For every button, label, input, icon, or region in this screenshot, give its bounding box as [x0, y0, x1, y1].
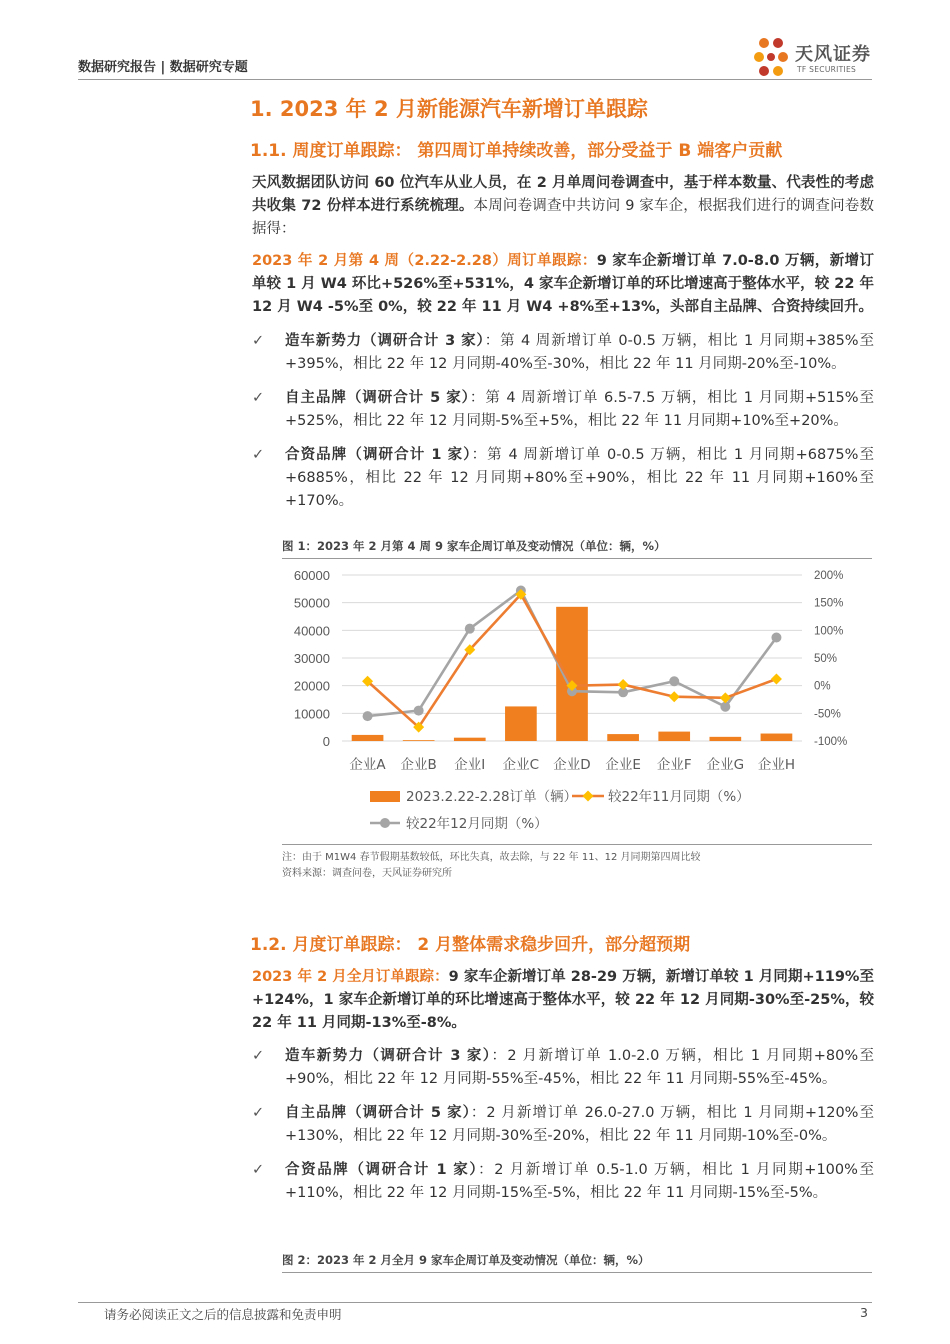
y-right-tick-label: 200% — [814, 570, 844, 582]
bar-企业G — [709, 737, 741, 741]
x-tick-label: 企业G — [706, 757, 745, 773]
x-tick-label: 企业B — [400, 757, 437, 773]
bullet-head: 合资品牌（调研合计 1 家） — [285, 447, 472, 463]
figure-1-source: 资料来源：调查问卷，天风证券研究所 — [282, 868, 452, 879]
y-axis-right — [814, 570, 847, 748]
check-icon: ✓ — [252, 1105, 265, 1121]
x-tick-label: 企业A — [349, 757, 386, 773]
x-tick-label: 企业I — [454, 757, 486, 773]
y-left-tick-label: 20000 — [293, 678, 330, 694]
bullet-text: ：第 4 周新增订单 0-0.5 万辆，相比 1 月同期+6875%至+6885%，相比 22 年 12 月同期+80%至+90%，相比 22 年 11 月同期+160%至+170%。 — [285, 447, 874, 509]
dec-series-point — [414, 706, 424, 716]
header-divider — [78, 79, 872, 80]
bar-企业C — [505, 706, 537, 741]
logo-text: 天风证券 — [795, 44, 871, 65]
legend-dec-label: 较22年12月同期（%） — [406, 816, 548, 832]
x-axis — [349, 757, 795, 773]
bar-企业F — [658, 732, 690, 741]
monthly-summary-paragraph — [252, 966, 874, 1035]
y-right-tick-label: 50% — [814, 653, 838, 665]
bar-企业E — [607, 734, 639, 741]
legend-nov-marker — [583, 791, 594, 802]
bullet-head: 造车新势力（调研合计 3 家） — [285, 333, 485, 349]
intro-paragraph — [252, 172, 874, 241]
intro-rest: 本周问卷调查中共访问 9 家车企，根据我们进行的调查问卷数据得： — [252, 198, 874, 237]
nov-series-point — [771, 674, 782, 685]
chart-legend — [370, 788, 750, 832]
bullet-head: 自主品牌（调研合计 5 家） — [285, 1105, 471, 1121]
y-left-tick-label: 10000 — [293, 706, 330, 722]
bar-企业B — [403, 740, 435, 741]
y-left-tick-label: 0 — [322, 734, 330, 749]
header-report-type: 数据研究报告 | 数据研究专题 — [78, 60, 248, 75]
bullet-head: 造车新势力（调研合计 3 家） — [285, 1048, 492, 1064]
y-right-tick-label: 100% — [814, 625, 844, 638]
y-right-tick-label: -50% — [814, 708, 841, 721]
legend-dec-marker — [380, 818, 390, 828]
legend-bar-label: 2023.2.22-2.28订单（辆） — [406, 789, 578, 805]
figure-2-top-rule — [282, 1272, 872, 1273]
x-tick-label: 企业C — [502, 757, 540, 773]
figure-1-top-rule — [282, 558, 872, 559]
dec-series-point — [669, 676, 679, 686]
bar-企业D — [556, 607, 588, 741]
x-tick-label: 企业D — [553, 757, 591, 773]
y-left-tick-label: 60000 — [293, 568, 330, 583]
nov-series-point — [669, 691, 680, 702]
check-icon: ✓ — [252, 1048, 265, 1064]
bullet-text: ：第 4 周新增订单 0-0.5 万辆，相比 1 月同期+385%至+395%，相比 22 年 12 月同期-40%至-30%，相比 22 年 11 月同期-20%至-10%。 — [285, 333, 874, 372]
check-icon: ✓ — [252, 1162, 265, 1178]
chart-bars — [352, 607, 793, 741]
footer-divider — [78, 1302, 872, 1303]
bullet-head: 自主品牌（调研合计 5 家） — [285, 390, 470, 406]
bar-企业H — [761, 734, 793, 741]
bar-企业I — [454, 738, 486, 741]
y-axis-left — [294, 568, 330, 749]
monthly-summary-text: 9 家车企新增订单 28-29 万辆，新增订单较 1 月同期+119%至+124%，1 家车企新增订单的环比增速高于整体水平，较 22 年 12 月同期-30%至-25%，较 22 年 11 月同期-13%至-8%。 — [252, 969, 874, 1031]
dec-series-point — [771, 633, 781, 643]
check-icon: ✓ — [252, 333, 265, 349]
x-tick-label: 企业F — [656, 757, 692, 773]
figure-1-bottom-rule — [282, 844, 872, 845]
weekly-summary-paragraph — [252, 250, 874, 319]
bullet-text: ：2 月新增订单 1.0-2.0 万辆，相比 1 月同期+80%至+90%，相比 22 年 12 月同期-55%至-45%，相比 22 年 11 月同期-55%至-45%。 — [285, 1048, 875, 1087]
intro-bold: 天风数据团队访问 60 位汽车从业人员，在 2 月单周问卷调查中，基于样本数量、代表性的考虑共收集 72 份样本进行系统梳理。 — [252, 175, 874, 214]
x-tick-label: 企业E — [605, 757, 641, 773]
bullet-text: ：2 月新增订单 26.0-27.0 万辆，相比 1 月同期+120%至+130%，相比 22 年 12 月同期-30%至-20%，相比 22 年 11 月同期-10%至-0%。 — [285, 1105, 874, 1144]
y-left-tick-label: 40000 — [293, 623, 330, 639]
bullet-text: ：第 4 周新增订单 6.5-7.5 万辆，相比 1 月同期+515%至+525%，相比 22 年 12 月同期-5%至+5%，相比 22 年 11 月同期+10%至+20%。 — [285, 390, 875, 429]
logo-subtext: TF SECURITIES — [797, 65, 857, 74]
figure-2-title: 图 2：2023 年 2 月全月 9 家车企周订单及变动情况（单位：辆，%） — [282, 1253, 650, 1267]
weekly-summary-text: 9 家车企新增订单 7.0-8.0 万辆，新增订单较 1 月 W4 环比+526%至+531%，4 家车企新增订单的环比增速高于整体水平，较 22 年 12 月 W4 -5%至 0%，较 22 年 11 月 W4 +8%至+13%，头部自主品牌、合资持续回升。 — [252, 253, 875, 315]
weekly-summary-highlight: 2023 年 2 月第 4 周（2.22-2.28）周订单跟踪： — [252, 253, 597, 269]
y-right-tick-label: -100% — [814, 736, 848, 748]
section-1-1-title: 1.1. 周度订单跟踪： 第四周订单持续改善，部分受益于 B 端客户贡献 — [250, 141, 783, 161]
section-1-2-title: 1.2. 月度订单跟踪： 2 月整体需求稳步回升，部分超预期 — [250, 935, 691, 955]
check-icon: ✓ — [252, 447, 265, 463]
y-right-tick-label: 150% — [814, 597, 844, 610]
y-right-tick-label: 0% — [814, 680, 831, 693]
figure-1-title: 图 1：2023 年 2 月第 4 周 9 家车企周订单及变动情况（单位：辆，%） — [282, 539, 666, 553]
x-tick-label: 企业H — [757, 757, 796, 773]
dec-series-point — [363, 711, 373, 721]
monthly-summary-highlight: 2023 年 2 月全月订单跟踪： — [252, 969, 449, 985]
bar-企业A — [352, 735, 384, 741]
footer-disclaimer: 请务必阅读正文之后的信息披露和免责申明 — [104, 1307, 342, 1322]
y-left-tick-label: 50000 — [293, 595, 330, 611]
legend-nov-label: 较22年11月同期（%） — [608, 789, 750, 805]
check-icon: ✓ — [252, 390, 265, 406]
bullet-text: ：2 月新增订单 0.5-1.0 万辆，相比 1 月同期+100%至+110%，相比 22 年 12 月同期-15%至-5%，相比 22 年 11 月同期-15%至-5%。 — [285, 1162, 875, 1201]
bullet-head: 合资品牌（调研合计 1 家） — [285, 1162, 479, 1178]
figure-1-note: 注：由于 M1W4 春节假期基数较低，环比失真，故去除，与 22 年 11、12 月同期第四周比较 — [282, 852, 701, 863]
y-left-tick-label: 30000 — [293, 651, 330, 666]
figure-1-chart — [282, 563, 872, 843]
legend-bar-swatch — [370, 791, 400, 802]
page-number: 3 — [860, 1305, 868, 1320]
section-1-title: 1. 2023 年 2 月新能源汽车新增订单跟踪 — [250, 97, 648, 121]
dec-series-point — [465, 624, 475, 634]
nov-series-point — [618, 679, 629, 690]
